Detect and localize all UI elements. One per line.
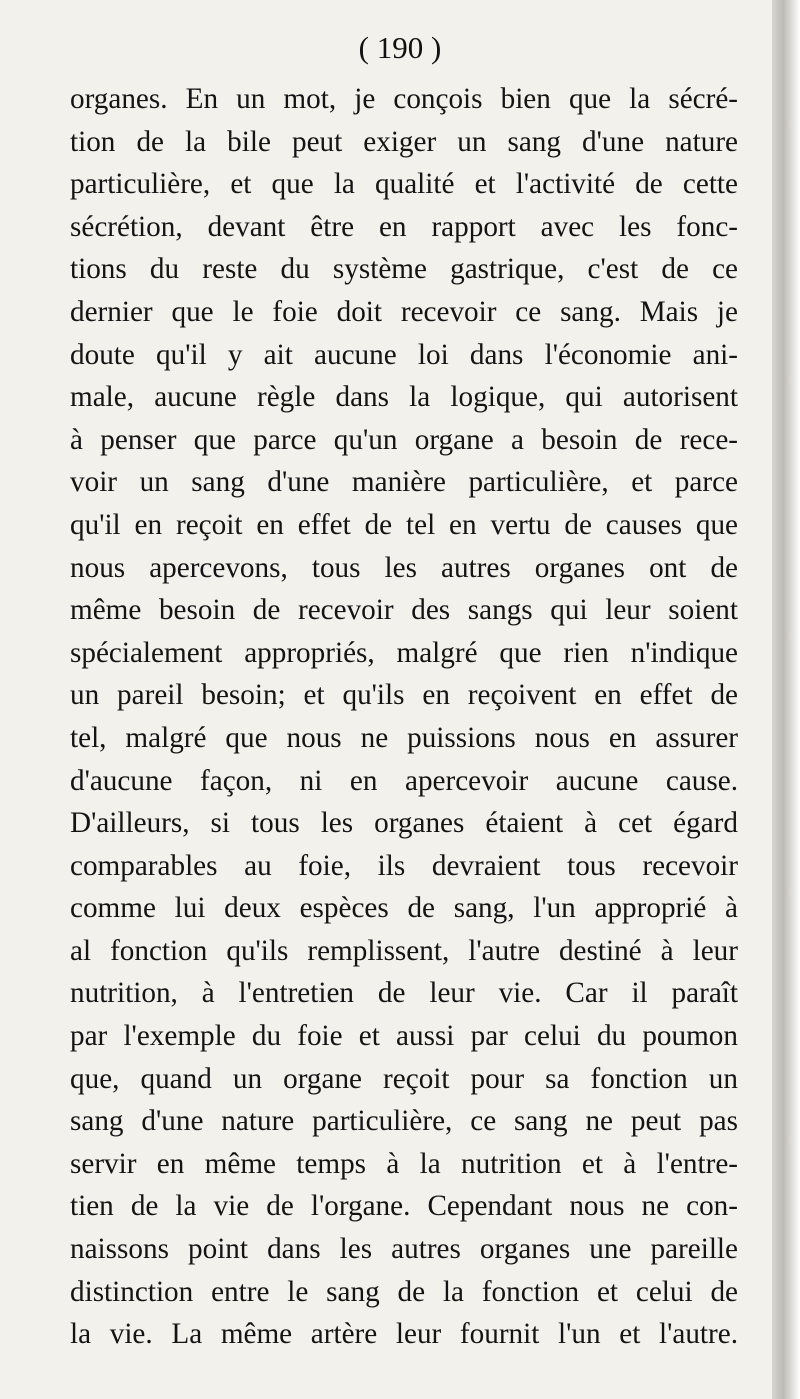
text-line: D'ailleurs, si tous les organes étaient à cet égard	[70, 807, 738, 840]
text-line: al fonction qu'ils remplissent, l'autre destiné à leur	[70, 934, 738, 967]
text-line: nutrition, à l'entretien de leur vie. Car il paraît	[70, 977, 738, 1010]
text-line: sang d'une nature particulière, ce sang ne peut pas	[70, 1105, 738, 1138]
text-line: tien de la vie de l'organe. Cependant nous ne con-	[70, 1190, 738, 1223]
text-line: tions du reste du système gastrique, c'est de ce	[70, 253, 738, 286]
text-line: dernier que le foie doit recevoir ce sang. Mais je	[70, 295, 738, 328]
text-line: que, quand un organe reçoit pour sa fonction un	[70, 1062, 738, 1095]
body-text	[70, 78, 738, 1356]
text-line: qu'il en reçoit en effet de tel en vertu de causes que	[70, 508, 738, 541]
text-line: distinction entre le sang de la fonction et celui de	[70, 1275, 738, 1308]
text-line: comparables au foie, ils devraient tous recevoir	[70, 849, 738, 882]
text-line: nous apercevons, tous les autres organes ont de	[70, 551, 738, 584]
text-line: doute qu'il y ait aucune loi dans l'économie ani-	[70, 338, 738, 371]
text-line: sécrétion, devant être en rapport avec les fonc-	[70, 210, 738, 243]
text-line: voir un sang d'une manière particulière, et parce	[70, 466, 738, 499]
page-number: ( 190 )	[358, 30, 442, 65]
text-line: tel, malgré que nous ne puissions nous en assurer	[70, 721, 738, 754]
text-line: spécialement appropriés, malgré que rien n'indique	[70, 636, 738, 669]
text-line: d'aucune façon, ni en apercevoir aucune cause.	[70, 764, 738, 797]
page-edge-shadow	[772, 0, 800, 1399]
text-line: à penser que parce qu'un organe a besoin de rece-	[70, 423, 738, 456]
text-line: servir en même temps à la nutrition et à l'entre-	[70, 1147, 738, 1180]
text-line: naissons point dans les autres organes une pareille	[70, 1233, 738, 1266]
text-line: male, aucune règle dans la logique, qui autorisent	[70, 381, 738, 414]
text-line: organes. En un mot, je conçois bien que la sécré-	[70, 83, 738, 115]
text-line: un pareil besoin; et qu'ils en reçoivent en effet de	[70, 679, 738, 712]
text-line: par l'exemple du foie et aussi par celui du poumon	[70, 1020, 738, 1053]
text-line: comme lui deux espèces de sang, l'un approprié à	[70, 892, 738, 925]
text-line: la vie. La même artère leur fournit l'un et l'autre.	[70, 1318, 738, 1351]
text-line: particulière, et que la qualité et l'activité de cette	[70, 168, 738, 201]
text-line: même besoin de recevoir des sangs qui leur soient	[70, 594, 738, 627]
text-line: tion de la bile peut exiger un sang d'une nature	[70, 125, 738, 158]
